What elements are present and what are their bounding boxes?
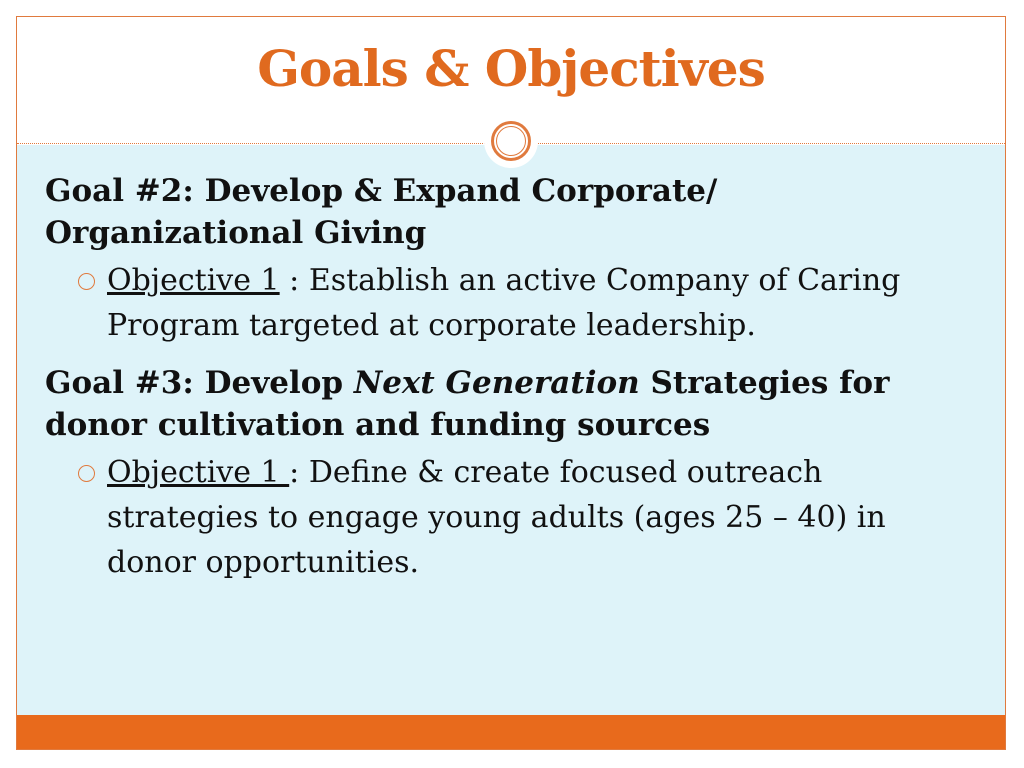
goal-2-heading-line-2: Organizational Giving: [45, 215, 427, 251]
hollow-circle-bullet-icon: [78, 273, 95, 290]
slide-title: Goals & Objectives: [257, 39, 765, 98]
goal-2-objective-1: [45, 258, 955, 348]
objective-label: Objective 1: [107, 263, 280, 298]
ornament-inner-ring: [496, 126, 526, 156]
double-circle-ornament-icon: [484, 114, 538, 168]
goal-3-heading-suffix: Strategies for donor cultivation and funding sources: [45, 365, 890, 443]
goal-2-heading-line-1: Goal #2: Develop & Expand Corporate/: [45, 173, 718, 209]
objective-label: Objective 1: [107, 455, 290, 490]
goal-3-heading-prefix: Goal #3: Develop: [45, 365, 354, 401]
goal-2-heading: [45, 170, 955, 254]
objective-separator: :: [289, 455, 309, 490]
footer-bar: [17, 715, 1005, 749]
goal-3-heading: [45, 362, 955, 446]
goal-3-objective-1: [45, 450, 955, 585]
slide-body: [45, 170, 955, 599]
objective-text: Establish an active Company of Caring Program targeted at corporate leadership.: [107, 263, 901, 343]
objective-separator: :: [279, 263, 309, 298]
hollow-circle-bullet-icon: [78, 465, 95, 482]
objective-text: Define & create focused outreach strategies to engage young adults (ages 25 – 40) in donor opportunities.: [107, 455, 886, 580]
goal-3-heading-italic: Next Generation: [353, 365, 640, 401]
